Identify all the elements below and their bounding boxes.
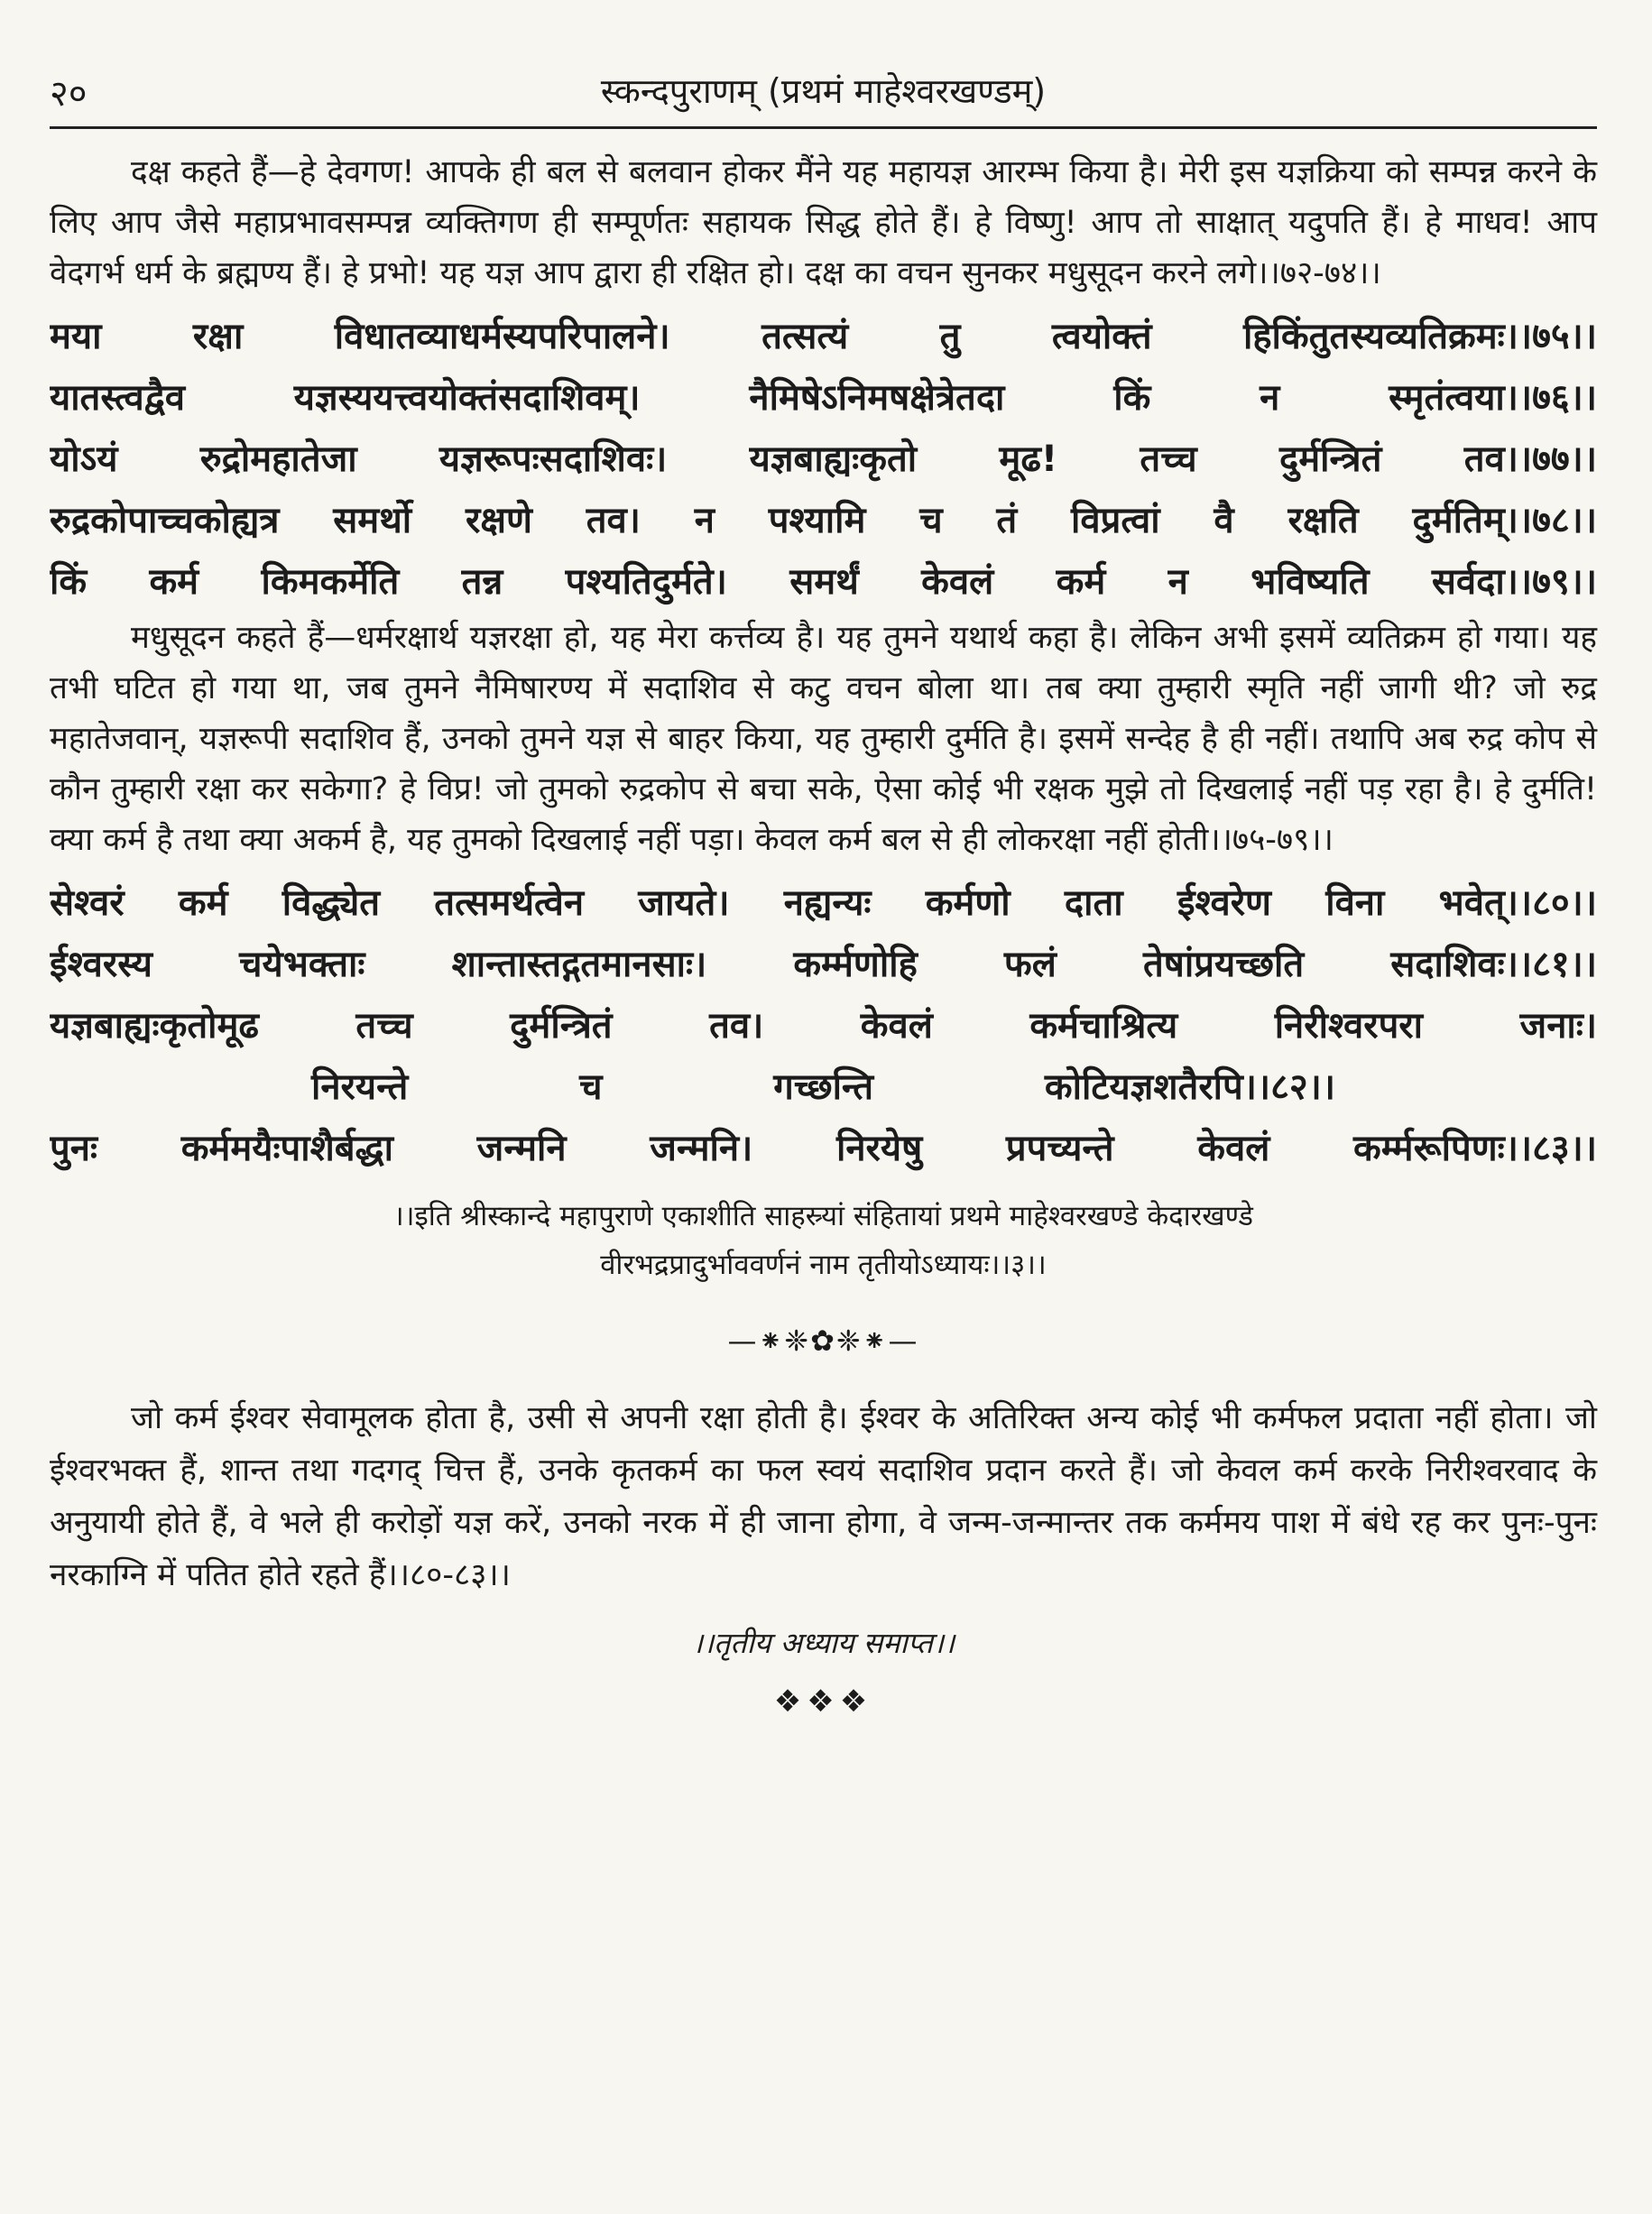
commentary-paragraph-1: दक्ष कहते हैं—हे देवगण! आपके ही बल से बलवान होकर मैंने यह महायज्ञ आरम्भ किया है। मेरी इस यज्ञक्रिया को सम्पन्न करने के लिए आप जैसे महाप्रभावसम्पन्न व्यक्तिगण ही सम्पूर्णतः सहायक सिद्ध होते हैं। हे विष्णु! आप तो साक्षात् यदुपति हैं। हे माधव! आप वेदगर्भ धर्म के ब्रह्मण्य हैं। हे प्रभो! यह यज्ञ आप द्वारा ही रक्षित हो। दक्ष का वचन सुनकर मधुसूदन करने लगे।।७२-७४।। [50, 154, 1597, 291]
page-header [50, 54, 1597, 129]
colophon-line-1: ।।इति श्रीस्कान्दे महापुराणे एकाशीति साहस्र्यां संहितायां प्रथमे माहेश्वरखण्डे केदारखण्डे [393, 1200, 1253, 1232]
verse-79: किं कर्म किमकर्मेति तन्न पश्यतिदुर्मते। समर्थं केवलं कर्म न भविष्यति सर्वदा।।७९।। [50, 561, 1597, 603]
book-page [50, 54, 1597, 2183]
verse-82-line-2: निरयन्ते च गच्छन्ति कोटियज्ञशतैरपि।।८२।। [311, 1066, 1335, 1108]
page-number: २० [50, 73, 88, 115]
chapter-colophon [50, 1192, 1597, 1289]
verse-82-line-1: यज्ञबाह्यःकृतोमूढ तच्च दुर्मन्त्रितं तव। केवलं कर्मचाश्रित्य निरीश्वरपरा जनाः। [50, 1005, 1597, 1047]
verse-80: सेश्वरं कर्म विद्ध्येत तत्समर्थत्वेन जायते। नह्यन्यः कर्मणो दाता ईश्वरेण विना भवेत्।।८०।। [50, 882, 1597, 924]
verse-76: यातस्त्वद्वैव यज्ञस्ययत्त्वयोक्तंसदाशिवम्। नैमिषेऽनिमषक्षेत्रेतदा किं न स्मृतंत्वया।।७६।। [50, 377, 1597, 419]
verse-block-2 [50, 872, 1597, 1179]
colophon-line-2: वीरभद्रप्रादुर्भाववर्णनं नाम तृतीयोऽध्यायः।।३।। [600, 1249, 1047, 1281]
end-ornament: ❖❖❖ [773, 1684, 873, 1720]
commentary-paragraph-2: मधुसूदन कहते हैं—धर्मरक्षार्थ यज्ञरक्षा हो, यह मेरा कर्त्तव्य है। यह तुमने यथार्थ कहा है। लेकिन अभी इसमें व्यतिक्रम हो गया। यह तभी घटित हो गया था, जब तुमने नैमिषारण्य में सदाशिव से कटु वचन बोला था। तब क्या तुम्हारी स्मृति नहीं जागी थी? जो रुद्र महातेजवान्, यज्ञरूपी सदाशिव हैं, उनको तुमने यज्ञ से बाहर किया, यह तुम्हारी दुर्मति है। इसमें सन्देह है ही नहीं। तथापि अब रुद्र कोप से कौन तुम्हारी रक्षा कर सकेगा? हे विप्र! जो तुमको रुद्रकोप से बचा सके, ऐसा कोई भी रक्षक मुझे तो दिखलाई नहीं पड़ रहा है। हे दुर्मति! क्या कर्म है तथा क्या अकर्म है, यह तुमको दिखलाई नहीं पड़ा। केवल कर्म बल से ही लोकरक्षा नहीं होती।।७५-७९।। [50, 620, 1597, 858]
divider-ornament: —⁕❈✿❈⁕— [727, 1324, 919, 1358]
commentary-paragraph-3: जो कर्म ईश्वर सेवामूलक होता है, उसी से अपनी रक्षा होती है। ईश्वर के अतिरिक्त अन्य कोई भी कर्मफल प्रदाता नहीं होता। जो ईश्वरभक्त हैं, शान्त तथा गदगद् चित्त हैं, उनके कृतकर्म का फल स्वयं सदाशिव प्रदान करते हैं। जो केवल कर्म करके निरीश्वरवाद के अनुयायी होते हैं, वे भले ही करोड़ों यज्ञ करें, उनको नरक में ही जाना होगा, वे जन्म-जन्मान्तर तक कर्ममय पाश में बंधे रह कर पुनः-पुनः नरकाग्नि में पतित होते रहते हैं।।८०-८३।। [50, 1400, 1597, 1593]
chapter-end-note: ।।तृतीय अध्याय समाप्त।। [691, 1626, 955, 1660]
verse-77: योऽयं रुद्रोमहातेजा यज्ञरूपःसदाशिवः। यज्ञबाह्यःकृतो मूढ! तच्च दुर्मन्त्रितं तव।।७७।। [50, 438, 1597, 480]
verse-81: ईश्वरस्य चयेभक्ताः शान्तास्तद्गतमानसाः। कर्म्मणोहि फलं तेषांप्रयच्छति सदाशिवः।।८१।। [50, 944, 1597, 985]
verse-75: मया रक्षा विधातव्याधर्मस्यपरिपालने। तत्सत्यं तु त्वयोक्तं हिकिंतुतस्यव्यतिक्रमः।।७५।। [50, 316, 1597, 357]
verse-83: पुनः कर्ममयैःपाशैर्बद्धा जन्मनि जन्मनि। निरयेषु प्रपच्यन्ते केवलं कर्म्मरूपिणः।।८३।। [50, 1128, 1597, 1169]
running-title: स्कन्दपुराणम् (प्रथमं माहेश्वरखण्डम्) [600, 71, 1047, 111]
verse-78: रुद्रकोपाच्चकोह्यत्र समर्थो रक्षणे तव। न पश्यामि च तं विप्रत्वां वै रक्षति दुर्मतिम्।।७८।। [50, 500, 1597, 541]
verse-block-1 [50, 306, 1597, 613]
